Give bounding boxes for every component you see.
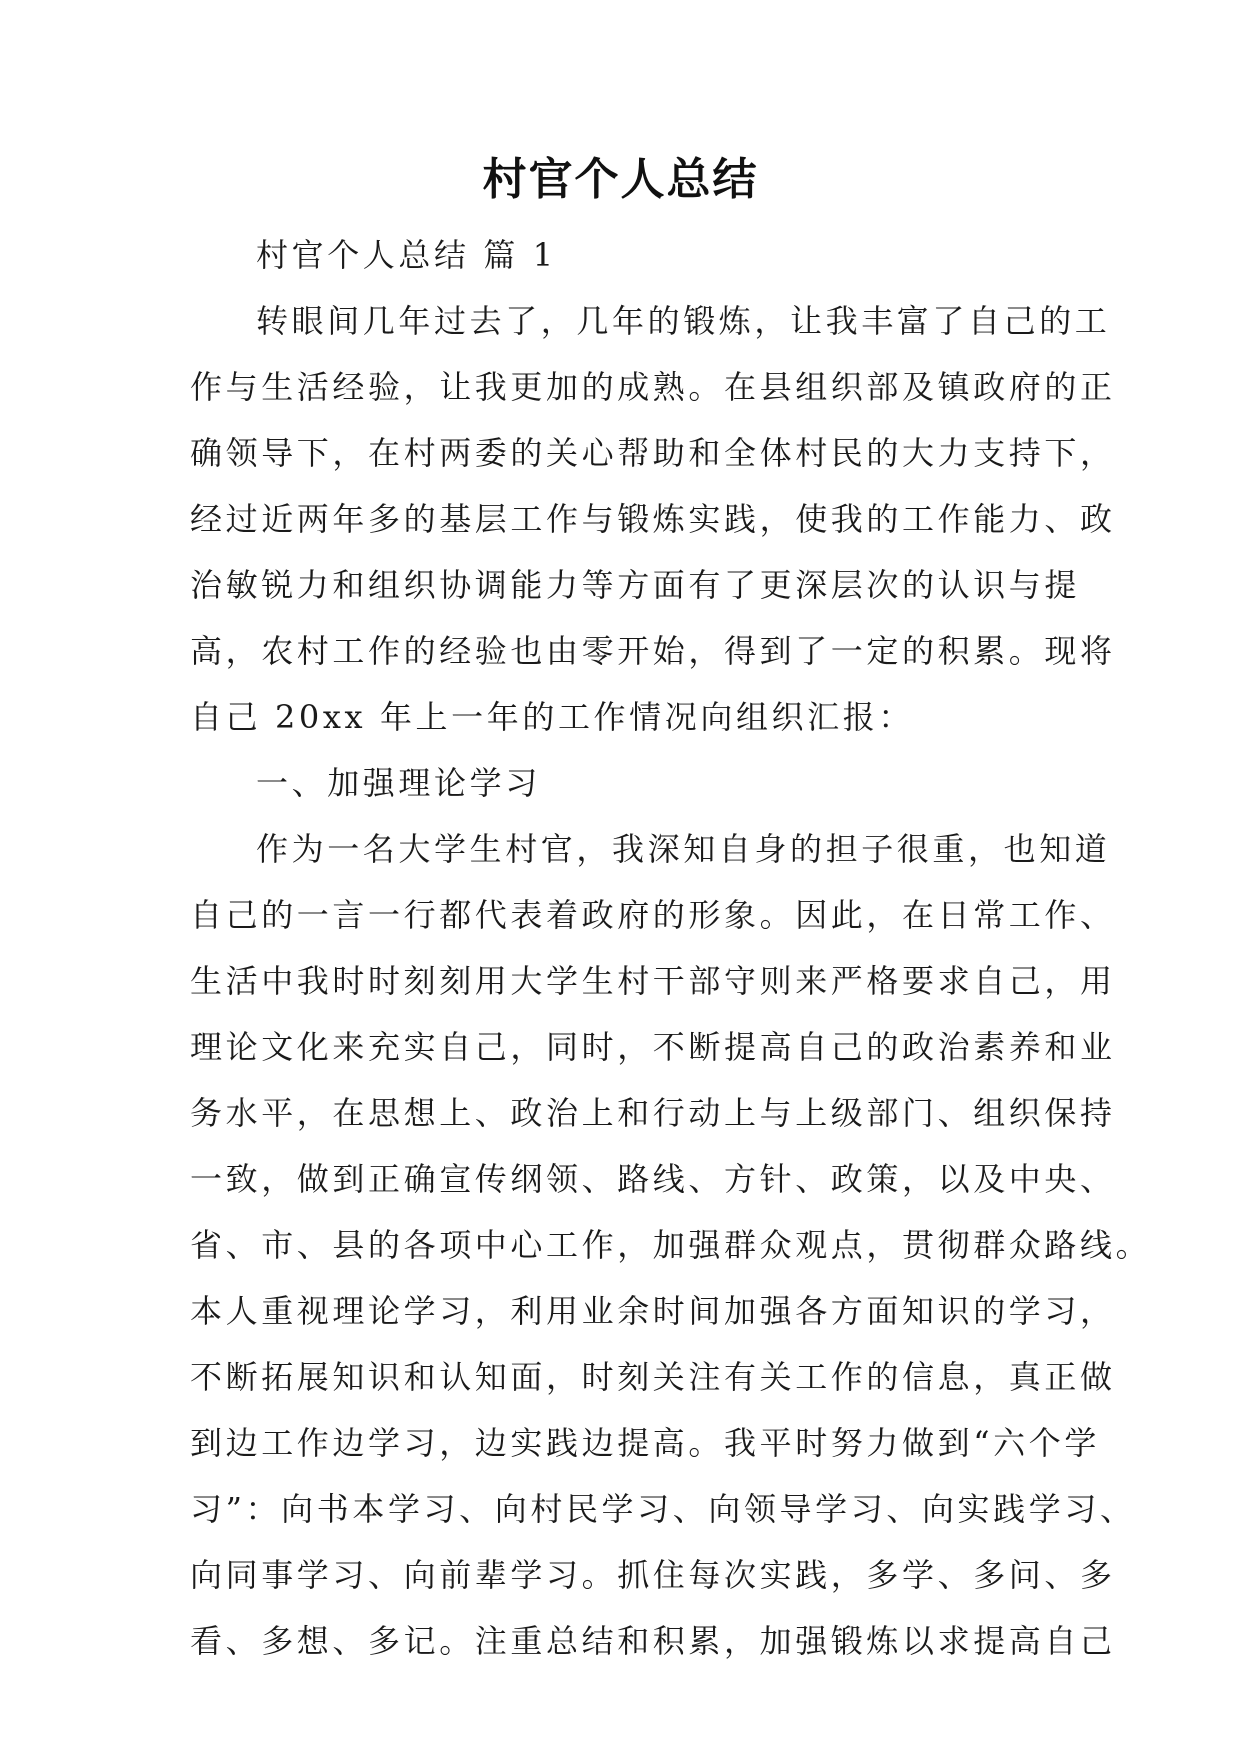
paragraph-line: 向同事学习、向前辈学习。抓住每次实践，多学、多问、多 [190,1556,1116,1594]
paragraph-line: 转眼间几年过去了，几年的锻炼，让我丰富了自己的工 [256,302,1111,340]
paragraph-line: 经过近两年多的基层工作与锻炼实践，使我的工作能力、政 [190,500,1116,538]
section-heading: 一、加强理论学习 [256,764,541,802]
paragraph-line: 看、多想、多记。注重总结和积累，加强锻炼以求提高自己 [190,1622,1116,1660]
paragraph-line: 自己 20xx 年上一年的工作情况向组织汇报： [190,698,914,736]
paragraph-line: 确领导下，在村两委的关心帮助和全体村民的大力支持下， [190,434,1116,472]
paragraph-line: 高，农村工作的经验也由零开始，得到了一定的积累。现将 [190,632,1116,670]
paragraph-line: 理论文化来充实自己，同时，不断提高自己的政治素养和业 [190,1028,1116,1066]
paragraph-line: 省、市、县的各项中心工作，加强群众观点，贯彻群众路线。 [190,1226,1152,1264]
paragraph-line: 到边工作边学习，边实践边提高。我平时努力做到“六个学 [190,1424,1100,1462]
paragraph-line: 自己的一言一行都代表着政府的形象。因此，在日常工作、 [190,896,1116,934]
paragraph-line: 作为一名大学生村官，我深知自身的担子很重，也知道 [256,830,1111,868]
paragraph-line: 务水平，在思想上、政治上和行动上与上级部门、组织保持 [190,1094,1116,1132]
paragraph-line: 作与生活经验，让我更加的成熟。在县组织部及镇政府的正 [190,368,1116,406]
paragraph-line: 村官个人总结 篇 1 [256,236,557,274]
paragraph-line: 生活中我时时刻刻用大学生村干部守则来严格要求自己，用 [190,962,1116,1000]
paragraph-line: 治敏锐力和组织协调能力等方面有了更深层次的认识与提 [190,566,1081,604]
paragraph-line: 一致，做到正确宣传纲领、路线、方针、政策，以及中央、 [190,1160,1116,1198]
paragraph-line: 习”：向书本学习、向村民学习、向领导学习、向实践学习、 [190,1490,1136,1528]
paragraph-line: 不断拓展知识和认知面，时刻关注有关工作的信息，真正做 [190,1358,1116,1396]
paragraph-line: 本人重视理论学习，利用业余时间加强各方面知识的学习， [190,1292,1116,1330]
document-title: 村官个人总结 [482,154,759,205]
